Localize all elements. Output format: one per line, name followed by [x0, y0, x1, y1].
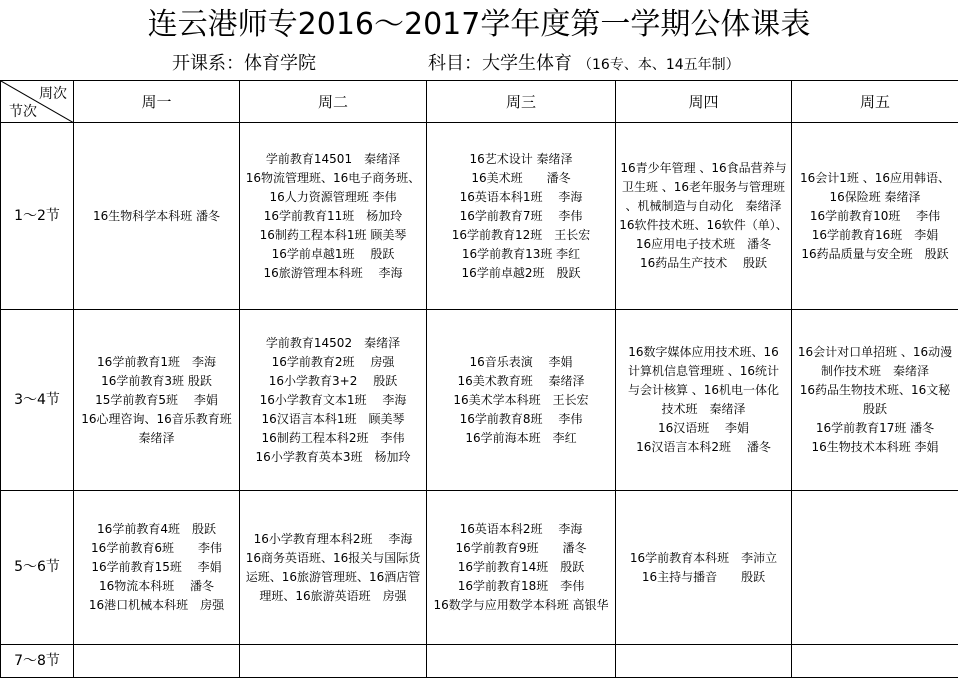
class-entry: 与会计核算 、16机电一体化 — [627, 383, 780, 397]
class-entry: 16汉语言本科1班 顾美琴 — [261, 411, 405, 426]
class-entry: 学前教育14501 秦绪泽 — [265, 151, 401, 166]
class-entry: 16学前教育12班 王长宏 — [451, 227, 591, 242]
class-entry: 16小学教育文本1班 李海 — [259, 392, 407, 407]
schedule-cell-wed — [427, 310, 616, 491]
period-label: 7～8节 — [1, 645, 74, 678]
class-entry: 制作技术班 秦绪泽 — [820, 364, 929, 378]
schedule-cell-fri — [792, 310, 958, 491]
class-entry: 16学前教育4班 殷跃 — [97, 522, 216, 536]
schedule-cell-wed — [427, 645, 616, 678]
class-entry: 计算机信息管理班 、16统计 — [627, 364, 780, 378]
class-entry: 16小学教育英本3班 杨加玲 — [255, 449, 411, 464]
class-entry: 16学前卓越2班 殷跃 — [461, 265, 581, 280]
schedule-cell-wed — [427, 123, 616, 310]
header-row — [1, 81, 958, 123]
class-entry: 16小学教育3+2 殷跃 — [268, 373, 398, 388]
schedule-cell-tue — [240, 645, 427, 678]
class-entry: 16学前教育3班 殷跃 — [101, 373, 212, 388]
class-entry: 16会计1班 、16应用韩语、 — [800, 170, 950, 185]
schedule-row — [1, 123, 958, 310]
class-entry: 16学前教育10班 李伟 — [809, 208, 941, 223]
class-entry: 16学前教育9班 潘冬 — [455, 541, 587, 555]
class-entry: 16港口机械本科班 房强 — [88, 598, 225, 612]
class-entry: 16英语本科1班 李海 — [459, 189, 583, 204]
subject-label — [428, 50, 740, 79]
schedule-cell-tue — [240, 491, 427, 645]
class-entry: 16汉语班 李娟 — [657, 421, 750, 435]
class-entry: 16制药工程本科1班 顾美琴 — [259, 227, 407, 242]
class-entry: 16学前教育18班 李伟 — [457, 579, 585, 593]
schedule-cell-mon — [74, 123, 240, 310]
day-header-fri: 周五 — [792, 81, 958, 123]
schedule-cell-mon — [74, 310, 240, 491]
class-entry: 16学前教育6班 李伟 — [91, 541, 222, 555]
class-entry: 16应用电子技术班 潘冬 — [635, 237, 772, 251]
schedule-cell-mon — [74, 491, 240, 645]
class-entry: 16物流本科班 潘冬 — [98, 579, 215, 593]
class-entry: 16学前卓越1班 殷跃 — [271, 246, 395, 261]
class-entry: 学前教育14502 秦绪泽 — [265, 335, 401, 350]
period-label: 3～4节 — [1, 310, 74, 491]
subtitle-bar — [0, 50, 958, 78]
class-entry: 16心理咨询、16音乐教育班 — [81, 411, 232, 426]
period-label: 5～6节 — [1, 491, 74, 645]
class-entry: 16美术班 潘冬 — [471, 170, 571, 185]
class-entry: 理班、16旅游英语班 房强 — [259, 588, 407, 603]
class-entry: 运班、16旅游管理班、16酒店管 — [245, 569, 421, 584]
class-entry: 16学前教育本科班 李沛立 — [629, 550, 778, 565]
class-entry: 16旅游管理本科班 李海 — [263, 265, 403, 280]
class-entry: 技术班 秦绪泽 — [661, 402, 746, 416]
schedule-cell-mon — [74, 645, 240, 678]
day-header-wed: 周三 — [427, 81, 616, 123]
class-entry: 16学前教育8班 李伟 — [459, 411, 583, 426]
subject-note: （16专、本、14五年制） — [578, 57, 740, 73]
corner-cell — [1, 81, 74, 123]
class-entry: 16小学教育理本科2班 李海 — [253, 531, 413, 546]
schedule-cell-fri — [792, 123, 958, 310]
class-entry: 16学前教育7班 李伟 — [459, 208, 583, 223]
page-title: 连云港师专2016～2017学年度第一学期公体课表 — [147, 7, 811, 42]
class-entry: 、机械制造与自动化 秦绪泽 — [625, 199, 782, 213]
department-label: 开课系：体育学院 — [172, 53, 316, 74]
class-entry: 16学前教育14班 殷跃 — [457, 560, 585, 574]
day-header-mon: 周一 — [74, 81, 240, 123]
class-entry: 卫生班 、16老年服务与管理班 — [621, 180, 786, 194]
class-entry: 秦绪泽 — [138, 430, 175, 445]
class-entry: 16学前教育15班 李娟 — [91, 560, 222, 574]
class-entry: 16药品生物技术班、16文秘 — [799, 383, 951, 397]
subject-text: 科目：大学生体育 — [428, 53, 572, 74]
class-entry: 16学前教育13班 李红 — [461, 246, 581, 261]
class-entry: 16汉语言本科2班 潘冬 — [636, 440, 771, 454]
period-label: 1～2节 — [1, 123, 74, 310]
schedule-cell-tue — [240, 310, 427, 491]
schedule-row — [1, 310, 958, 491]
class-entry: 16物流管理班、16电子商务班、 — [245, 170, 421, 185]
class-entry: 16美术教育班 秦绪泽 — [457, 373, 585, 388]
class-entry: 16学前教育11班 杨加玲 — [263, 208, 403, 223]
day-header-tue: 周二 — [240, 81, 427, 123]
class-entry: 16生物技术本科班 李娟 — [811, 440, 939, 454]
class-entry: 16美术学本科班 王长宏 — [453, 392, 589, 407]
class-entry: 16商务英语班、16报关与国际货 — [245, 550, 421, 565]
schedule-cell-tue — [240, 123, 427, 310]
class-entry: 16软件技术班、16软件（单）、 — [619, 218, 788, 232]
class-entry: 16青少年管理 、16食品营养与 — [620, 161, 787, 175]
schedule-cell-fri — [792, 491, 958, 645]
day-header-thu: 周四 — [616, 81, 792, 123]
schedule-cell-thu — [616, 123, 792, 310]
schedule-row — [1, 645, 958, 678]
class-entry: 16学前海本班 李红 — [465, 430, 577, 445]
class-entry: 16会计对口单招班 、16动漫 — [797, 345, 953, 359]
schedule-cell-fri — [792, 645, 958, 678]
class-entry: 殷跃 — [862, 402, 887, 416]
class-entry: 16学前教育17班 潘冬 — [815, 421, 935, 435]
class-entry: 16音乐表演 李娟 — [469, 354, 573, 369]
class-entry: 16艺术设计 秦绪泽 — [469, 151, 573, 166]
class-entry: 16制药工程本科2班 李伟 — [261, 430, 405, 445]
schedule-table — [0, 80, 958, 678]
class-entry: 15学前教育5班 李娟 — [95, 392, 218, 407]
week-axis-label: 周次 — [39, 86, 67, 102]
class-entry: 16生物科学本科班 潘冬 — [92, 208, 221, 223]
schedule-cell-wed — [427, 491, 616, 645]
class-entry: 16保险班 秦绪泽 — [829, 189, 921, 204]
class-entry: 16学前教育16班 李娟 — [811, 227, 939, 242]
class-entry: 16药品生产技术 殷跃 — [639, 256, 768, 270]
class-entry: 16药品质量与安全班 殷跃 — [801, 246, 949, 261]
class-entry: 16英语本科2班 李海 — [459, 522, 583, 536]
schedule-cell-thu — [616, 491, 792, 645]
class-entry: 16学前教育2班 房强 — [271, 354, 395, 369]
class-entry: 16数字媒体应用技术班、16 — [628, 345, 779, 359]
schedule-cell-thu — [616, 645, 792, 678]
period-axis-label: 节次 — [9, 104, 37, 120]
class-entry: 16数学与应用数学本科班 高银华 — [433, 598, 609, 612]
schedule-cell-thu — [616, 310, 792, 491]
class-entry: 16主持与播音 殷跃 — [641, 569, 766, 584]
class-entry: 16人力资源管理班 李伟 — [269, 189, 397, 204]
schedule-row — [1, 491, 958, 645]
class-entry: 16学前教育1班 李海 — [97, 354, 216, 369]
